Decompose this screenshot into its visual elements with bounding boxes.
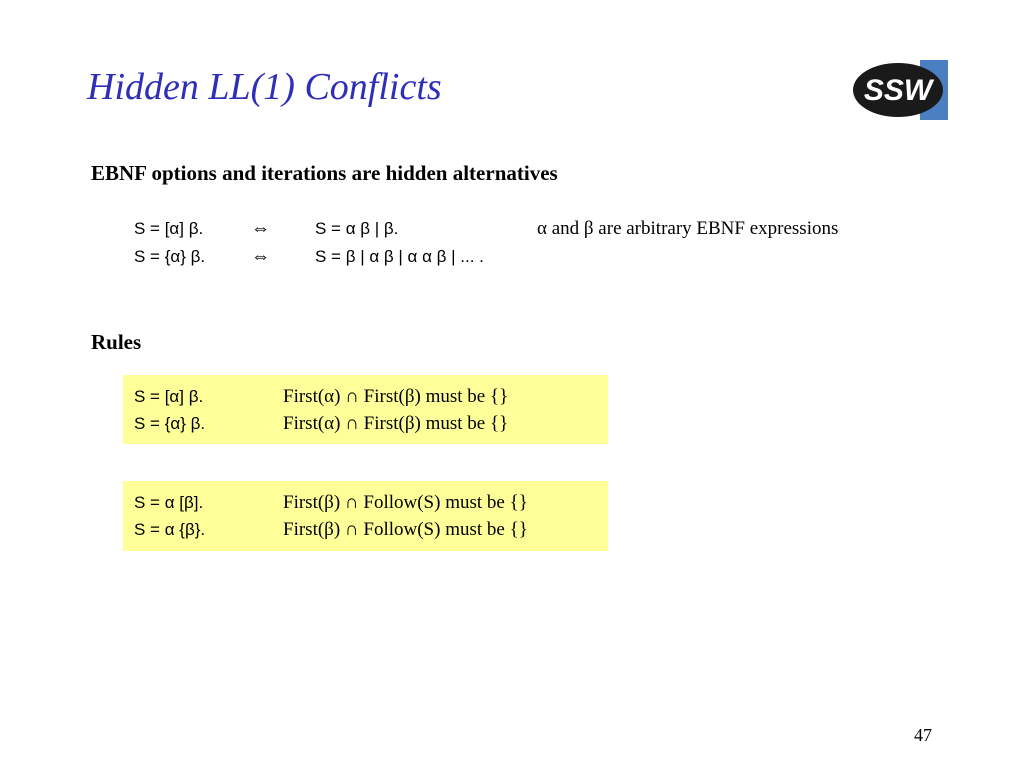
rule-box-first-first	[123, 375, 608, 444]
logo-text: SSW	[863, 74, 933, 107]
rule-production: S = α {β}.	[134, 520, 206, 539]
rule-row	[134, 517, 604, 543]
ebnf-note: α and β are arbitrary EBNF expressions	[537, 218, 839, 239]
ssw-logo	[852, 60, 948, 120]
equivalence-arrow-icon: ⇔	[251, 218, 270, 239]
ebnf-rhs: S = β | α β | α α β | ... .	[315, 247, 484, 266]
rule-row	[134, 384, 604, 410]
rule-production: S = {α} β.	[134, 414, 206, 433]
page-number: 47	[914, 725, 932, 745]
ebnf-rhs: S = α β | β.	[315, 219, 399, 238]
rule-condition: First(β) ∩ Follow(S) must be {}	[283, 492, 528, 513]
rule-box-first-follow	[123, 481, 608, 551]
ebnf-lhs: S = {α} β.	[134, 247, 206, 266]
ebnf-lhs: S = [α] β.	[134, 219, 204, 238]
rules-heading: Rules	[91, 330, 142, 354]
rule-condition: First(α) ∩ First(β) must be {}	[283, 413, 509, 434]
rule-production: S = [α] β.	[134, 387, 204, 406]
ebnf-heading: EBNF options and iterations are hidden alternatives	[91, 161, 558, 185]
equivalence-arrow-icon: ⇔	[251, 246, 270, 267]
rule-row	[134, 490, 604, 516]
rule-production: S = α [β].	[134, 493, 204, 512]
slide-title: Hidden LL(1) Conflicts	[87, 66, 442, 108]
rule-condition: First(β) ∩ Follow(S) must be {}	[283, 519, 528, 540]
rule-row	[134, 411, 604, 437]
rule-condition: First(α) ∩ First(β) must be {}	[283, 386, 509, 407]
